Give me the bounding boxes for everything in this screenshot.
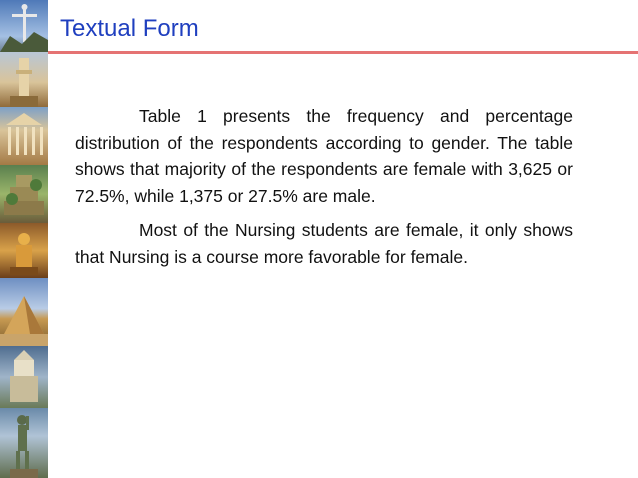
- temple-image: [0, 107, 48, 165]
- body-text: [75, 103, 573, 278]
- zeus-statue-image: [0, 223, 48, 278]
- title-divider: [48, 51, 638, 54]
- christ-redeemer-image: [0, 0, 48, 52]
- lighthouse-image: [0, 52, 48, 107]
- mausoleum-image: [0, 346, 48, 408]
- wonders-image-strip: [0, 0, 48, 478]
- colossus-image: [0, 408, 48, 478]
- paragraph-2: Most of the Nursing students are female, it only shows that Nursing is a course more favorable for female.: [75, 220, 573, 267]
- hanging-gardens-image: [0, 165, 48, 223]
- pyramid-image: [0, 278, 48, 346]
- paragraph-1: Table 1 presents the frequency and percentage distribution of the respondents according to gender. The table shows that majority of the respondents are female with 3,625 or 72.5%, while 1,375 or 27.5% are male.: [75, 106, 573, 206]
- page-title: Textual Form: [60, 15, 199, 42]
